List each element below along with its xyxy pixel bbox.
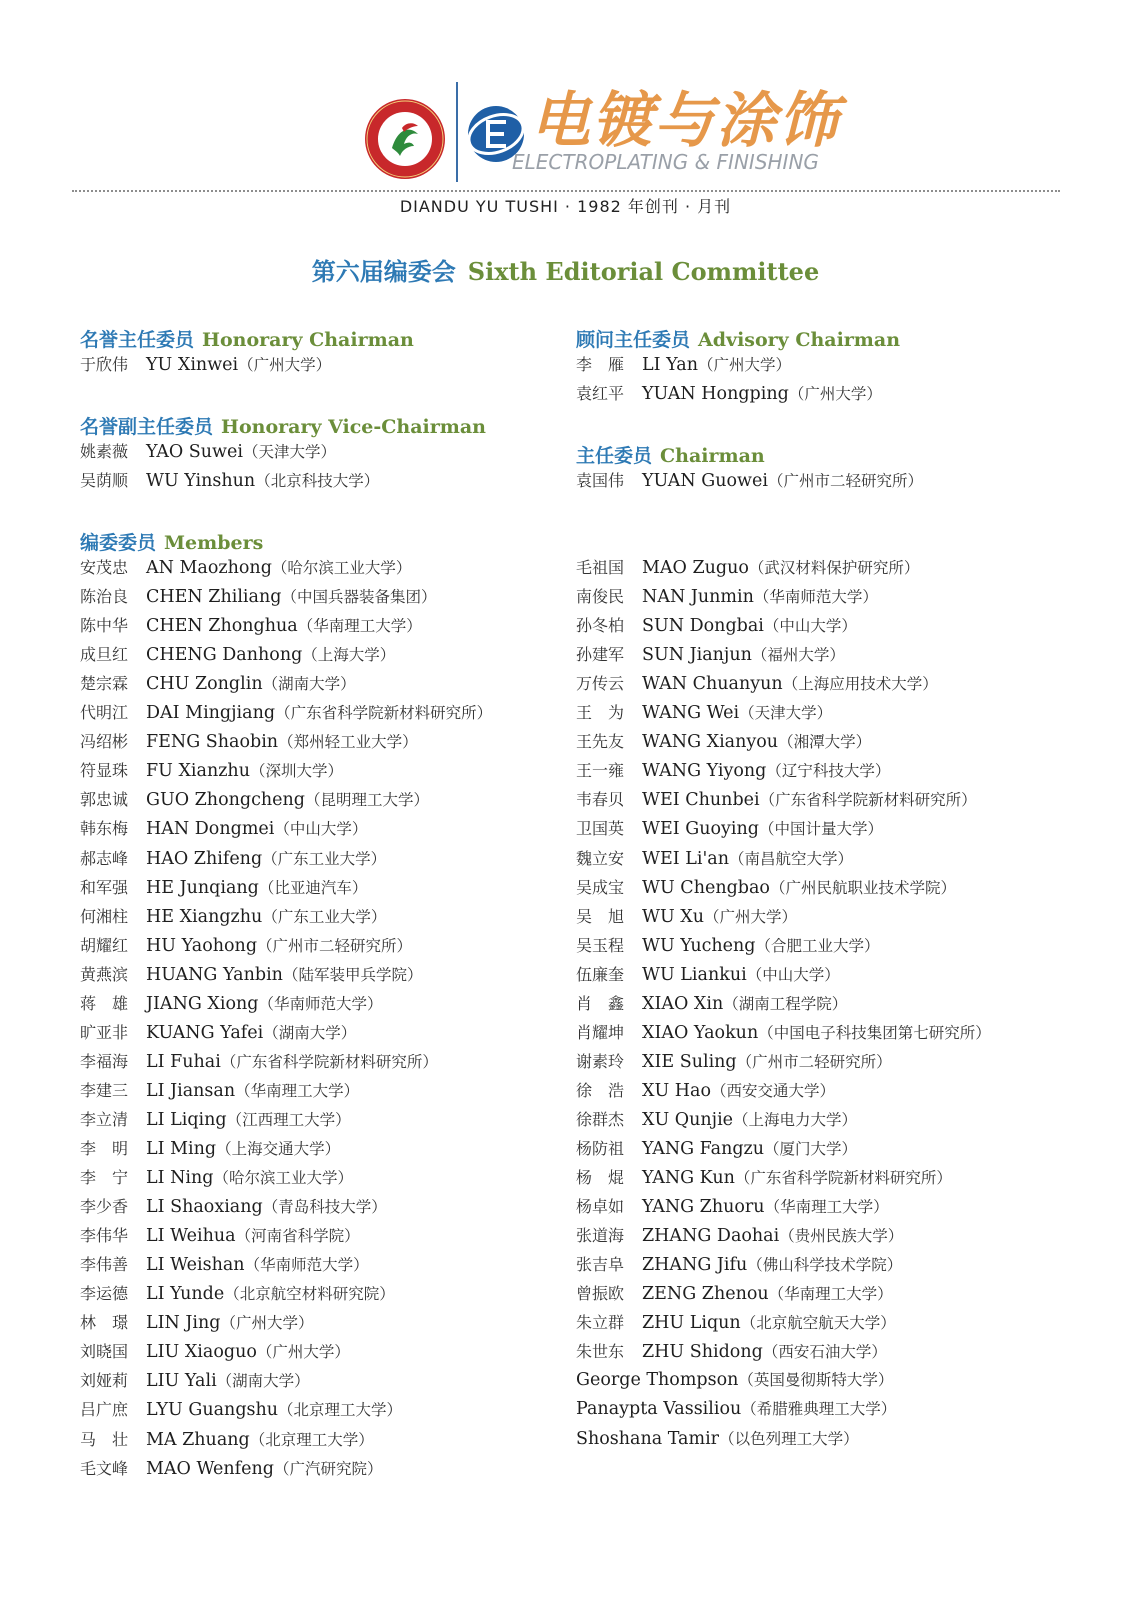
masthead [0,0,1131,200]
member-entry [80,844,386,874]
member-entry [576,1308,896,1338]
member-name-cn: 刘娅莉 [80,1371,129,1391]
person-affiliation: （广州大学） [788,385,882,403]
member-name-en: CHENG Danhong [146,645,303,666]
member-name-en: YANG Zhuoru [642,1197,765,1218]
person-name-cn: 于欣伟 [80,355,129,374]
section-head-cn: 编委委员 [80,532,157,554]
member-name-cn: 吕广庶 [80,1400,129,1420]
section-advisory-chairman [576,325,900,352]
member-name-cn: 王先友 [576,732,625,752]
member-entry [576,960,840,990]
member-affiliation: （广州民航职业技术学院） [769,878,956,897]
person-name-en: WU Yinshun [146,471,256,491]
member-affiliation: （上海应用技术大学） [782,675,938,694]
member-affiliation: （北京航空航天大学） [740,1314,896,1333]
member-name-en: WU Yucheng [642,935,756,956]
member-name-cn: 杨防祖 [576,1139,625,1158]
section-head-cn: 名誉主任委员 [80,329,195,351]
member-affiliation: （北京理工大学） [278,1401,403,1420]
member-affiliation: （南昌航空大学） [728,849,853,868]
member-entry [80,553,411,583]
member-name-en: SUN Jianjun [642,645,752,666]
member-name-cn: 张吉阜 [576,1255,625,1275]
member-affiliation: （华南理工大学） [235,1081,360,1100]
member-name-cn: 黄燕滨 [80,964,129,984]
member-affiliation: （湖南大学） [262,675,356,694]
person-name-cn: 姚素薇 [80,442,129,461]
member-name-cn: 冯绍彬 [80,732,129,752]
member-entry [576,989,847,1019]
person-entry [80,437,336,467]
member-affiliation: （湖南大学） [216,1372,310,1391]
member-name-en: XIAO Yaokun [642,1022,759,1043]
member-name-en: LI Ning [146,1168,214,1189]
member-name-en: ZENG Zhenou [642,1284,769,1305]
member-affiliation: （华南师范大学） [753,588,878,607]
member-name-en: CHU Zonglin [146,674,263,695]
person-name-cn: 袁红平 [576,384,625,403]
member-name-en: WEI Li'an [642,848,729,869]
member-entry [576,1105,857,1135]
person-affiliation: （天津大学） [242,443,336,461]
member-name-en: AN Maozhong [146,558,272,578]
section-chairman [576,441,765,468]
member-entry [80,931,412,961]
member-name-cn: 李建三 [80,1080,129,1100]
member-affiliation: （广东省科学院新材料研究所） [734,1169,952,1188]
member-entry [80,582,436,612]
member-name-en: George Thompson [576,1370,739,1391]
member-affiliation: （广州市二轻研究所） [736,1052,892,1071]
member-name-cn: 代明江 [80,703,129,723]
member-name-en: Panaypta Vassiliou [576,1399,742,1420]
member-entry [80,1134,340,1164]
section-honorary-vice-chairman [80,412,486,439]
person-affiliation: （广州大学） [238,356,332,374]
person-name-en: YUAN Hongping [642,384,789,404]
member-name-cn: 孙冬柏 [576,616,625,636]
member-affiliation: （中山大学） [763,617,857,636]
member-name-cn: 陈中华 [80,616,129,636]
member-name-en: WU Chengbao [642,877,770,898]
member-affiliation: （广州市二轻研究所） [257,936,413,955]
person-name-en: YUAN Guowei [642,471,768,491]
member-name-en: ZHANG Daohai [642,1226,780,1247]
member-entry [80,1018,356,1048]
member-name-cn: 李伟华 [80,1226,129,1246]
member-name-en: LI Shaoxiang [146,1197,263,1218]
member-entry [576,582,878,612]
member-affiliation: （广东省科学院新材料研究所） [220,1052,438,1071]
member-name-en: HE Junqiang [146,877,259,898]
member-affiliation: （湖南大学） [263,1023,357,1042]
member-name-cn: 和军强 [80,877,129,897]
member-entry [80,1454,382,1484]
member-affiliation: （希腊雅典理工大学） [741,1400,897,1419]
member-entry [80,1047,438,1077]
member-name-cn: 何湘柱 [80,906,129,926]
member-name-en: GUO Zhongcheng [146,790,305,811]
member-name-cn: 杨 焜 [576,1168,625,1188]
member-entry [80,1105,351,1135]
member-name-cn: 楚宗霖 [80,674,129,694]
member-entry [80,669,356,699]
member-name-cn: 毛文峰 [80,1458,129,1478]
member-name-cn: 万传云 [576,674,625,694]
member-name-en: LI Yunde [146,1284,225,1305]
person-entry [576,350,791,380]
member-name-en: XIAO Xin [642,993,724,1014]
section-honorary-chairman [80,325,414,352]
section-head-cn: 主任委员 [576,445,653,467]
member-entry [80,1425,374,1455]
member-name-en: LI Weishan [146,1255,245,1276]
member-entry [576,1425,859,1454]
member-name-cn: 谢素玲 [576,1051,625,1071]
member-affiliation: （陆军装甲兵学院） [282,965,423,984]
member-entry [576,902,797,932]
member-affiliation: （河南省科学院） [235,1227,360,1246]
member-affiliation: （广东工业大学） [262,849,387,868]
member-name-en: FU Xianzhu [146,761,250,782]
committee-title-cn: 第六届编委会 [311,258,456,286]
member-name-en: LIN Jing [146,1313,221,1334]
member-affiliation: （北京航空材料研究院） [224,1285,395,1304]
member-name-en: MA Zhuang [146,1429,250,1450]
member-name-en: ZHU Shidong [642,1342,763,1363]
journal-title-cn: 电镀与涂饰 [530,86,840,156]
member-name-en: WANG Xianyou [642,732,779,753]
member-entry [80,640,395,670]
member-entry [576,1163,952,1193]
member-entry [576,640,845,670]
member-name-en: YANG Fangzu [642,1139,765,1159]
member-entry [576,669,938,699]
member-name-cn: 韦春贝 [576,790,625,810]
member-entry [576,931,880,961]
person-affiliation: （广州市二轻研究所） [768,472,924,490]
member-name-en: CHEN Zhiliang [146,587,282,608]
member-name-cn: 吴成宝 [576,877,625,897]
header-divider [456,82,458,182]
person-affiliation: （广州大学） [698,356,792,374]
member-name-en: LIU Yali [146,1371,217,1392]
member-entry [80,1337,350,1367]
person-name-en: YAO Suwei [146,442,243,462]
person-name-cn: 李 雁 [576,355,625,374]
member-entry [80,1395,402,1425]
person-name-en: YU Xinwei [146,355,239,375]
member-name-en: CHEN Zhonghua [146,616,298,637]
member-entry [80,1221,360,1251]
member-affiliation: （哈尔滨工业大学） [213,1169,353,1188]
person-entry [576,379,882,409]
section-head-en: Honorary Chairman [202,329,414,351]
member-entry [80,1366,310,1396]
member-affiliation: （武汉材料保护研究所） [748,559,920,577]
member-affiliation: （比亚迪汽车） [258,878,368,897]
member-entry [576,611,857,641]
member-entry [80,611,422,641]
member-name-cn: 杨卓如 [576,1197,625,1217]
member-entry [576,1018,991,1048]
member-name-cn: 李 明 [80,1139,129,1158]
member-name-en: HUANG Yanbin [146,964,283,985]
member-name-cn: 符显珠 [80,761,129,781]
member-name-cn: 韩东梅 [80,819,129,839]
member-entry [576,727,871,757]
member-name-en: LI Liqing [146,1109,227,1130]
member-entry [576,1279,893,1309]
member-affiliation: （上海交通大学） [216,1140,341,1158]
member-name-cn: 蒋 雄 [80,993,129,1013]
member-affiliation: （上海大学） [302,646,396,665]
member-entry [80,873,367,903]
member-affiliation: （哈尔滨工业大学） [271,559,412,577]
member-affiliation: （福州大学） [751,646,845,665]
member-name-en: NAN Junmin [642,587,754,608]
member-affiliation: （华南理工大学） [764,1198,889,1217]
member-name-cn: 陈治良 [80,587,129,607]
member-entry [576,1076,835,1106]
member-affiliation: （合肥工业大学） [755,936,880,955]
member-entry [80,1076,359,1106]
member-name-cn: 南俊民 [576,587,625,607]
member-name-en: YANG Kun [642,1168,735,1189]
member-name-cn: 李运德 [80,1284,129,1304]
member-name-en: LYU Guangshu [146,1400,279,1421]
member-name-cn: 肖耀坤 [576,1022,625,1042]
person-entry [576,466,923,496]
member-affiliation: （佛山科学技术学院） [747,1256,903,1275]
member-entry [80,1192,387,1222]
member-entry [80,902,386,932]
member-name-en: WU Xu [642,906,705,927]
member-affiliation: （中国电子科技集团第七研究所） [758,1023,991,1042]
member-name-cn: 肖 鑫 [576,993,625,1013]
member-entry [576,1250,902,1280]
member-name-cn: 胡耀红 [80,935,129,955]
member-name-en: ZHANG Jifu [642,1255,748,1276]
member-name-cn: 伍廉奎 [576,964,625,984]
member-entry [576,1134,857,1164]
member-affiliation: （广东省科学院新材料研究所） [759,791,977,810]
member-affiliation: （深圳大学） [249,762,343,781]
member-name-en: DAI Mingjiang [146,703,276,724]
section-head-en: Members [164,532,264,554]
member-name-en: WEI Guoying [642,819,759,840]
member-entry [576,814,883,844]
member-entry [576,873,956,903]
member-name-en: XU Hao [642,1080,712,1101]
member-name-cn: 朱立群 [576,1313,625,1333]
member-name-cn: 李立清 [80,1109,129,1129]
member-affiliation: （广东工业大学） [262,907,387,926]
section-head-cn: 顾问主任委员 [576,329,691,351]
member-name-cn: 吴 旭 [576,906,625,926]
person-name-cn: 吴荫顺 [80,471,129,490]
member-entry [80,989,383,1019]
member-entry [576,844,853,874]
member-affiliation: （广汽研究院） [273,1459,383,1478]
section-head-cn: 名誉副主任委员 [80,416,214,438]
member-entry [80,1250,369,1280]
member-name-cn: 旷亚非 [80,1022,129,1042]
member-affiliation: （以色列理工大学） [719,1429,859,1448]
person-entry [80,466,379,496]
member-entry [576,1192,889,1222]
member-name-en: HAO Zhifeng [146,848,263,869]
member-name-cn: 王 为 [576,703,625,723]
person-affiliation: （北京科技大学） [255,472,380,490]
member-name-cn: 徐群杰 [576,1109,625,1129]
member-affiliation: （广东省科学院新材料研究所） [275,704,493,723]
member-name-en: WANG Wei [642,703,740,724]
person-name-en: LI Yan [642,355,698,375]
member-affiliation: （华南师范大学） [258,994,383,1013]
member-affiliation: （英国曼彻斯特大学） [738,1371,894,1390]
member-affiliation: （辽宁科技大学） [766,762,891,781]
member-entry [80,814,367,844]
member-entry [576,698,832,728]
tagline: DIANDU YU TUSHI · 1982 年创刊 · 月刊 [399,197,732,216]
member-affiliation: （西安石油大学） [762,1343,887,1362]
section-head-en: Chairman [660,445,765,467]
member-name-cn: 李少香 [80,1197,129,1217]
committee-title [0,252,1131,287]
member-name-cn: 毛祖国 [576,558,625,577]
member-name-cn: 王一雍 [576,761,625,781]
member-name-en: KUANG Yafei [146,1022,264,1043]
member-affiliation: （青岛科技大学） [262,1198,387,1217]
member-name-cn: 张道海 [576,1226,625,1246]
member-name-cn: 吴玉程 [576,935,625,955]
member-entry [576,553,919,583]
member-affiliation: （厦门大学） [764,1140,858,1158]
member-entry [576,1337,887,1367]
member-entry [576,1366,893,1395]
member-name-en: SUN Dongbai [642,616,764,637]
header-rule [72,190,1060,192]
member-name-en: XIE Suling [642,1051,737,1072]
member-name-en: FENG Shaobin [146,732,279,753]
member-entry [80,756,343,786]
member-name-en: WAN Chuanyun [642,674,783,695]
member-name-en: HE Xiangzhu [146,906,263,927]
member-entry [576,785,977,815]
member-affiliation: （中国计量大学） [758,820,883,839]
member-name-cn: 曾振欧 [576,1284,625,1304]
member-affiliation: （华南理工大学） [297,617,422,636]
member-affiliation: （中山大学） [274,820,368,839]
member-entry [80,960,422,990]
member-name-cn: 成旦红 [80,645,129,665]
member-affiliation: （江西理工大学） [226,1110,351,1129]
member-name-cn: 李伟善 [80,1255,129,1275]
journal-title-en: ELECTROPLATING & FINISHING [512,150,819,174]
member-name-cn: 安茂忠 [80,558,129,577]
member-name-en: MAO Zuguo [642,558,749,578]
member-name-en: LI Ming [146,1139,217,1159]
member-affiliation: （中山大学） [746,965,840,984]
section-head-en: Advisory Chairman [698,329,901,351]
member-name-en: LIU Xiaoguo [146,1342,257,1363]
member-affiliation: （广州大学） [256,1343,350,1362]
member-affiliation: （昆明理工大学） [304,791,429,810]
member-entry [576,1047,892,1077]
committee-title-en: Sixth Editorial Committee [467,257,820,286]
member-name-cn: 郭忠诚 [80,790,129,810]
member-affiliation: （贵州民族大学） [779,1227,904,1246]
member-name-cn: 郝志峰 [80,848,129,868]
member-name-en: ZHU Liqun [642,1313,741,1334]
member-name-en: XU Qunjie [642,1109,734,1130]
member-name-cn: 魏立安 [576,848,625,868]
member-entry [80,727,418,757]
member-entry [80,698,492,728]
member-affiliation: （中国兵器装备集团） [281,588,437,607]
guangzhou-university-logo [364,98,446,180]
member-name-cn: 卫国英 [576,819,625,839]
member-name-cn: 朱世东 [576,1342,625,1362]
member-name-en: JIANG Xiong [146,993,259,1014]
member-affiliation: （郑州轻工业大学） [278,733,418,752]
member-affiliation: （天津大学） [739,704,833,723]
member-affiliation: （北京理工大学） [249,1430,374,1449]
section-head-en: Honorary Vice-Chairman [221,416,486,438]
member-name-en: LI Weihua [146,1226,236,1247]
member-affiliation: （湖南工程学院） [723,994,848,1013]
member-affiliation: （湘潭大学） [778,733,872,752]
person-entry [80,350,331,380]
member-entry [576,1395,896,1424]
member-entry [576,756,890,786]
member-name-cn: 李 宁 [80,1168,129,1188]
member-name-en: LI Fuhai [146,1051,221,1072]
person-name-cn: 袁国伟 [576,471,625,490]
member-affiliation: （广州大学） [220,1314,314,1333]
section-members [80,528,263,555]
member-entry [80,1163,353,1193]
member-entry [576,1221,903,1251]
member-name-en: Shoshana Tamir [576,1428,720,1449]
member-name-cn: 刘晓国 [80,1342,129,1362]
member-affiliation: （上海电力大学） [733,1110,858,1129]
member-name-en: HU Yaohong [146,935,258,956]
member-name-cn: 李福海 [80,1051,129,1071]
member-affiliation: （广州大学） [704,907,798,926]
member-entry [80,1279,395,1309]
member-name-cn: 孙建军 [576,645,625,665]
member-entry [80,785,429,815]
member-affiliation: （华南理工大学） [768,1285,893,1304]
member-name-en: LI Jiansan [146,1080,236,1101]
member-affiliation: （华南师范大学） [244,1256,369,1275]
member-name-cn: 马 壮 [80,1429,129,1449]
member-name-en: WANG Yiyong [642,761,767,782]
member-entry [80,1308,314,1338]
member-name-en: HAN Dongmei [146,819,275,840]
member-name-en: WU Liankui [642,964,747,985]
member-affiliation: （西安交通大学） [711,1081,836,1100]
member-name-en: MAO Wenfeng [146,1458,274,1479]
member-name-cn: 徐 浩 [576,1080,625,1100]
member-name-en: WEI Chunbei [642,790,760,811]
member-name-cn: 林 璟 [80,1313,129,1333]
